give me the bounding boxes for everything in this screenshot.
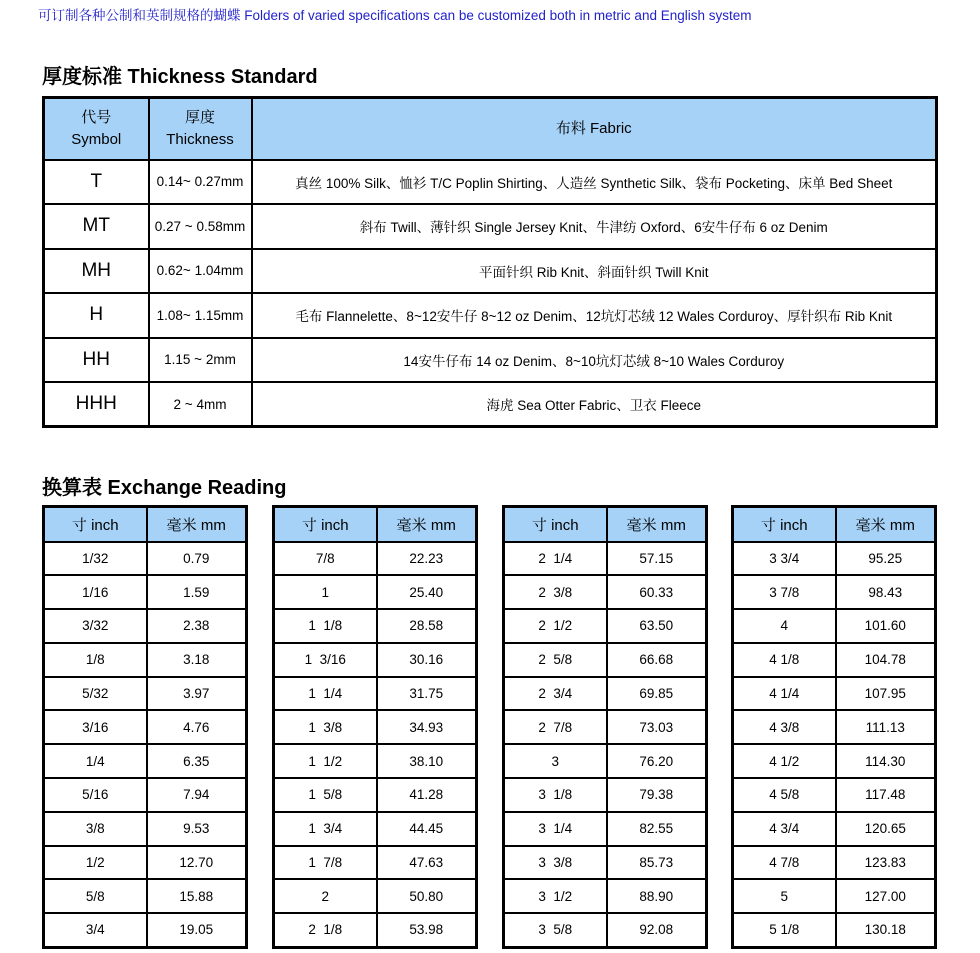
mm-cell: 95.25: [836, 542, 936, 576]
inch-cell: 1/4: [44, 744, 147, 778]
mm-cell: 47.63: [377, 846, 477, 880]
inch-cell: 5 1/8: [733, 913, 836, 947]
inch-cell: 3 1/4: [504, 812, 607, 846]
column-header-symbol-en: Symbol: [71, 130, 122, 148]
mm-cell: 57.15: [607, 542, 707, 576]
thickness-cell: 1.08~ 1.15mm: [149, 293, 252, 338]
table-row: [504, 710, 707, 744]
table-row: [44, 293, 937, 338]
column-header-mm: 毫米 mm: [836, 507, 936, 542]
fabric-cell: 斜布 Twill、薄针织 Single Jersey Knit、牛津纺 Oxford、6安牛仔布 6 oz Denim: [252, 204, 937, 249]
mm-cell: 28.58: [377, 609, 477, 643]
fabric-cell: 平面针织 Rib Knit、斜面针织 Twill Knit: [252, 249, 937, 294]
symbol-cell: MH: [44, 249, 149, 294]
inch-cell: 1 5/8: [274, 778, 377, 812]
table-row: [733, 575, 936, 609]
thickness-cell: 0.62~ 1.04mm: [149, 249, 252, 294]
inch-cell: 3/32: [44, 609, 147, 643]
thickness-cell: 0.27 ~ 0.58mm: [149, 204, 252, 249]
mm-cell: 69.85: [607, 677, 707, 711]
mm-cell: 3.97: [147, 677, 247, 711]
table-row: [44, 542, 247, 576]
column-header-inch: 寸 inch: [44, 507, 147, 542]
table-row: [44, 249, 937, 294]
exchange-section-title: 换算表 Exchange Reading: [42, 477, 287, 499]
column-header-symbol: [44, 98, 149, 160]
mm-cell: 120.65: [836, 812, 936, 846]
mm-cell: 60.33: [607, 575, 707, 609]
inch-cell: 1/16: [44, 575, 147, 609]
exchange-table-4: [731, 505, 937, 949]
mm-cell: 34.93: [377, 710, 477, 744]
thickness-header-row: [44, 98, 937, 160]
mm-cell: 41.28: [377, 778, 477, 812]
table-row: [733, 643, 936, 677]
mm-cell: 107.95: [836, 677, 936, 711]
symbol-cell: T: [44, 160, 149, 205]
table-row: [274, 812, 477, 846]
mm-cell: 31.75: [377, 677, 477, 711]
inch-cell: 2 1/8: [274, 913, 377, 947]
inch-cell: 3: [504, 744, 607, 778]
exchange-header-row: [504, 507, 707, 542]
table-row: [733, 913, 936, 947]
table-row: [504, 913, 707, 947]
thickness-cell: 2 ~ 4mm: [149, 382, 252, 427]
table-row: [44, 677, 247, 711]
inch-cell: 3 1/8: [504, 778, 607, 812]
table-row: [274, 778, 477, 812]
mm-cell: 30.16: [377, 643, 477, 677]
table-row: [274, 609, 477, 643]
table-row: [733, 744, 936, 778]
inch-cell: 4 3/8: [733, 710, 836, 744]
inch-cell: 1/32: [44, 542, 147, 576]
table-row: [504, 744, 707, 778]
table-row: [504, 575, 707, 609]
mm-cell: 19.05: [147, 913, 247, 947]
inch-cell: 1 1/2: [274, 744, 377, 778]
mm-cell: 98.43: [836, 575, 936, 609]
inch-cell: 4 7/8: [733, 846, 836, 880]
thickness-table: [42, 96, 938, 428]
mm-cell: 6.35: [147, 744, 247, 778]
mm-cell: 50.80: [377, 879, 477, 913]
table-row: [733, 677, 936, 711]
mm-cell: 38.10: [377, 744, 477, 778]
fabric-cell: 真丝 100% Silk、恤衫 T/C Poplin Shirting、人造丝 Synthetic Silk、袋布 Pocketing、床单 Bed Sheet: [252, 160, 937, 205]
exchange-header-row: [44, 507, 247, 542]
thickness-section-title: 厚度标准 Thickness Standard: [42, 66, 318, 88]
inch-cell: 5/32: [44, 677, 147, 711]
table-row: [274, 744, 477, 778]
inch-cell: 2 1/2: [504, 609, 607, 643]
inch-cell: 5/16: [44, 778, 147, 812]
table-row: [733, 879, 936, 913]
mm-cell: 104.78: [836, 643, 936, 677]
table-row: [504, 812, 707, 846]
mm-cell: 22.23: [377, 542, 477, 576]
inch-cell: 4 1/2: [733, 744, 836, 778]
symbol-cell: H: [44, 293, 149, 338]
mm-cell: 2.38: [147, 609, 247, 643]
symbol-cell: HH: [44, 338, 149, 383]
table-row: [274, 879, 477, 913]
inch-cell: 4 1/4: [733, 677, 836, 711]
column-header-mm: 毫米 mm: [147, 507, 247, 542]
mm-cell: 15.88: [147, 879, 247, 913]
inch-cell: 2 5/8: [504, 643, 607, 677]
inch-cell: 1/8: [44, 643, 147, 677]
mm-cell: 63.50: [607, 609, 707, 643]
table-row: [274, 846, 477, 880]
inch-cell: 3 7/8: [733, 575, 836, 609]
inch-cell: 1 3/16: [274, 643, 377, 677]
inch-cell: 3 3/4: [733, 542, 836, 576]
mm-cell: 130.18: [836, 913, 936, 947]
inch-cell: 1/2: [44, 846, 147, 880]
table-row: [733, 609, 936, 643]
thickness-cell: 0.14~ 0.27mm: [149, 160, 252, 205]
mm-cell: 25.40: [377, 575, 477, 609]
inch-cell: 3 5/8: [504, 913, 607, 947]
column-header-inch: 寸 inch: [733, 507, 836, 542]
inch-cell: 1 3/8: [274, 710, 377, 744]
mm-cell: 12.70: [147, 846, 247, 880]
mm-cell: 73.03: [607, 710, 707, 744]
column-header-thickness: [149, 98, 252, 160]
inch-cell: 4: [733, 609, 836, 643]
inch-cell: 4 1/8: [733, 643, 836, 677]
table-row: [733, 710, 936, 744]
table-row: [44, 204, 937, 249]
table-row: [44, 812, 247, 846]
table-row: [44, 744, 247, 778]
table-row: [733, 812, 936, 846]
mm-cell: 3.18: [147, 643, 247, 677]
table-row: [44, 338, 937, 383]
inch-cell: 1 7/8: [274, 846, 377, 880]
inch-cell: 5: [733, 879, 836, 913]
customization-note: 可订制各种公制和英制规格的蝴蝶 Folders of varied specifications can be customized both in metric and English system: [38, 8, 752, 23]
exchange-table-3: [502, 505, 708, 949]
exchange-table-1: [42, 505, 248, 949]
table-row: [274, 913, 477, 947]
mm-cell: 44.45: [377, 812, 477, 846]
inch-cell: 1 1/8: [274, 609, 377, 643]
mm-cell: 101.60: [836, 609, 936, 643]
inch-cell: 1 1/4: [274, 677, 377, 711]
column-header-thickness-cn: 厚度: [184, 109, 215, 126]
fabric-cell: 毛布 Flannelette、8~12安牛仔 8~12 oz Denim、12坑灯芯绒 12 Wales Corduroy、厚针织布 Rib Knit: [252, 293, 937, 338]
table-row: [44, 879, 247, 913]
mm-cell: 114.30: [836, 744, 936, 778]
fabric-cell: 海虎 Sea Otter Fabric、卫衣 Fleece: [252, 382, 937, 427]
inch-cell: 3 3/8: [504, 846, 607, 880]
table-row: [44, 846, 247, 880]
table-row: [504, 609, 707, 643]
inch-cell: 3 1/2: [504, 879, 607, 913]
table-row: [44, 710, 247, 744]
column-header-inch: 寸 inch: [274, 507, 377, 542]
mm-cell: 1.59: [147, 575, 247, 609]
table-row: [504, 846, 707, 880]
inch-cell: 4 5/8: [733, 778, 836, 812]
column-header-fabric: 布料 Fabric: [252, 98, 937, 160]
table-row: [274, 542, 477, 576]
mm-cell: 76.20: [607, 744, 707, 778]
table-row: [44, 778, 247, 812]
mm-cell: 92.08: [607, 913, 707, 947]
exchange-header-row: [274, 507, 477, 542]
table-row: [274, 710, 477, 744]
table-row: [44, 575, 247, 609]
table-row: [274, 677, 477, 711]
inch-cell: 1 3/4: [274, 812, 377, 846]
mm-cell: 4.76: [147, 710, 247, 744]
table-row: [504, 643, 707, 677]
table-row: [274, 575, 477, 609]
mm-cell: 79.38: [607, 778, 707, 812]
thickness-cell: 1.15 ~ 2mm: [149, 338, 252, 383]
table-row: [274, 643, 477, 677]
inch-cell: 2 1/4: [504, 542, 607, 576]
table-row: [504, 677, 707, 711]
symbol-cell: HHH: [44, 382, 149, 427]
table-row: [733, 846, 936, 880]
table-row: [44, 643, 247, 677]
inch-cell: 2 3/4: [504, 677, 607, 711]
fabric-cell: 14安牛仔布 14 oz Denim、8~10坑灯芯绒 8~10 Wales Corduroy: [252, 338, 937, 383]
table-row: [44, 160, 937, 205]
mm-cell: 117.48: [836, 778, 936, 812]
inch-cell: 7/8: [274, 542, 377, 576]
inch-cell: 3/16: [44, 710, 147, 744]
inch-cell: 3/4: [44, 913, 147, 947]
column-header-symbol-cn: 代号: [81, 109, 112, 126]
inch-cell: 4 3/4: [733, 812, 836, 846]
mm-cell: 82.55: [607, 812, 707, 846]
column-header-mm: 毫米 mm: [607, 507, 707, 542]
mm-cell: 127.00: [836, 879, 936, 913]
mm-cell: 85.73: [607, 846, 707, 880]
mm-cell: 66.68: [607, 643, 707, 677]
table-row: [733, 778, 936, 812]
table-row: [44, 382, 937, 427]
table-row: [44, 609, 247, 643]
mm-cell: 0.79: [147, 542, 247, 576]
inch-cell: 2 7/8: [504, 710, 607, 744]
table-row: [44, 913, 247, 947]
mm-cell: 88.90: [607, 879, 707, 913]
inch-cell: 5/8: [44, 879, 147, 913]
table-row: [504, 778, 707, 812]
exchange-header-row: [733, 507, 936, 542]
table-row: [504, 879, 707, 913]
column-header-thickness-en: Thickness: [166, 130, 234, 148]
inch-cell: 2: [274, 879, 377, 913]
symbol-cell: MT: [44, 204, 149, 249]
column-header-inch: 寸 inch: [504, 507, 607, 542]
inch-cell: 2 3/8: [504, 575, 607, 609]
column-header-mm: 毫米 mm: [377, 507, 477, 542]
table-row: [504, 542, 707, 576]
mm-cell: 53.98: [377, 913, 477, 947]
inch-cell: 1: [274, 575, 377, 609]
mm-cell: 9.53: [147, 812, 247, 846]
mm-cell: 123.83: [836, 846, 936, 880]
inch-cell: 3/8: [44, 812, 147, 846]
table-row: [733, 542, 936, 576]
exchange-table-2: [272, 505, 478, 949]
mm-cell: 111.13: [836, 710, 936, 744]
mm-cell: 7.94: [147, 778, 247, 812]
